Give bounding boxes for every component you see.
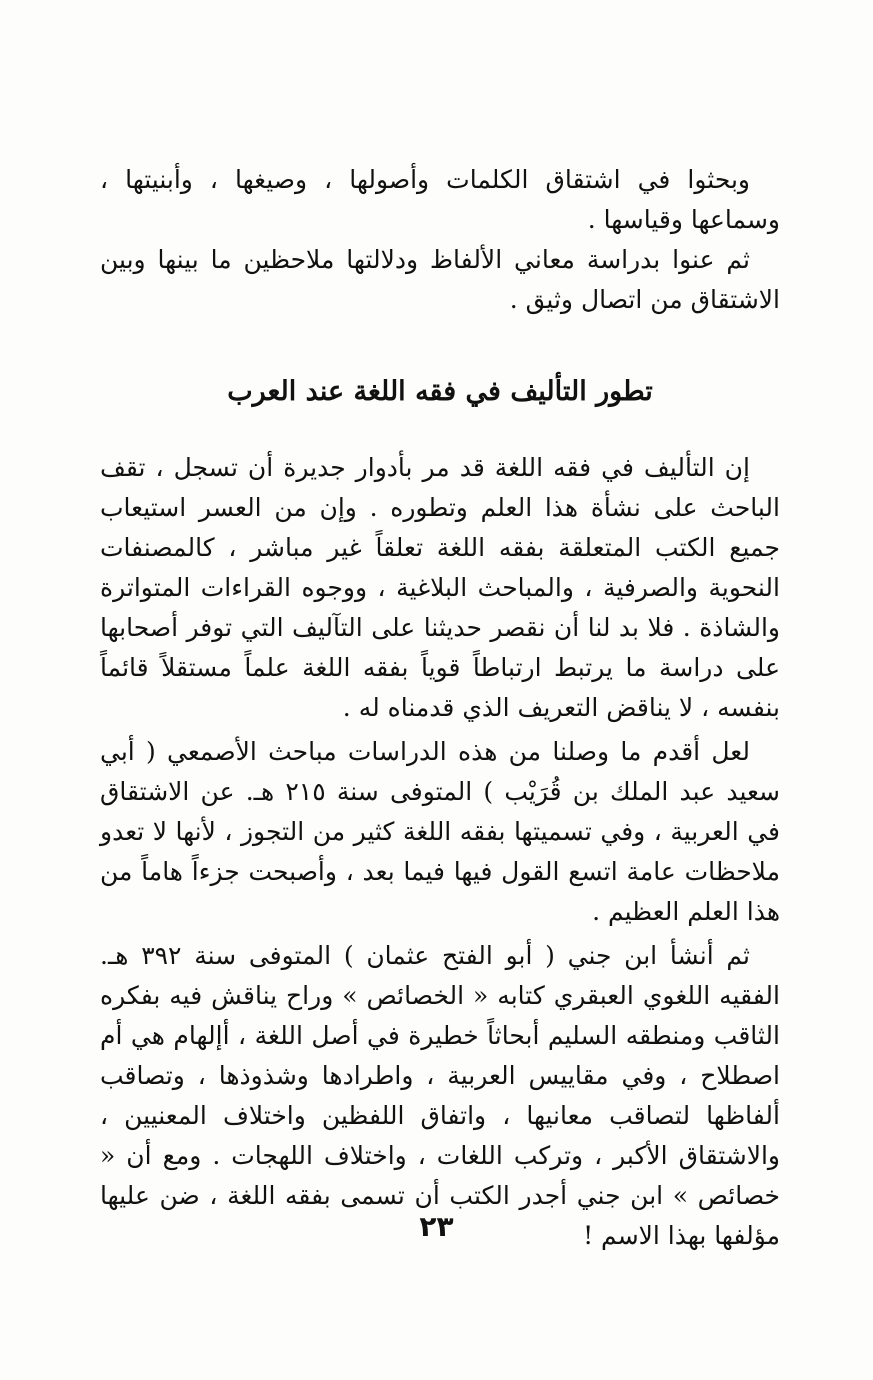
section-heading: تطور التأليف في فقه اللغة عند العرب: [227, 376, 653, 407]
intro-paragraph-1: وبحثوا في اشتقاق الكلمات وأصولها ، وصيغها ، وأبنيتها ، وسماعها وقياسها .: [100, 165, 780, 234]
intro-paragraph-2: ثم عنوا بدراسة معاني الألفاظ ودلالتها ملاحظين ما بينها وبين الاشتقاق من اتصال وثيق .: [100, 245, 780, 314]
section-paragraph-3: ثم أنشأ ابن جني ( أبو الفتح عثمان ) المتوفى سنة ٣٩٢ هـ. الفقيه اللغوي العبقري كتابه « الخصائص » وراح يناقش فيه بفكره الثاقب ومنطقه السليم أبحاثاً خطيرة في أصل اللغة ، أإلهام هي أم اصطلاح ، وفي مقاييس العربية ، واطرادها وشذوذها ، وتصاقب ألفاظها لتصاقب معانيها ، واتفاق اللفظين واختلاف المعنيين ، والاشتقاق الأكبر ، وتركب اللغات ، واختلاف اللهجات . ومع أن « خصائص » ابن جني أجدر الكتب أن تسمى بفقه اللغة ، ضن عليها مؤلفها بهذا الاسم !: [100, 941, 780, 1250]
page-body: [100, 160, 780, 1256]
section-paragraph-1: إن التأليف في فقه اللغة قد مر بأدوار جديرة أن تسجل ، تقف الباحث على نشأة هذا العلم وتطوره . وإن من العسر استيعاب جميع الكتب المتعلقة بفقه اللغة تعلقاً غير مباشر ، كالمصنفات النحوية والصرفية ، والمباحث البلاغية ، ووجوه القراءات المتواترة والشاذة . فلا بد لنا أن نقصر حديثنا على التآليف التي توفر أصحابها على دراسة ما يرتبط ارتباطاً قوياً بفقه اللغة علماً مستقلاً قائماً بنفسه ، لا يناقض التعريف الذي قدمناه له .: [100, 453, 780, 722]
page-number: ٢٣: [419, 1210, 454, 1243]
section-paragraph-2: لعل أقدم ما وصلنا من هذه الدراسات مباحث الأصمعي ( أبي سعيد عبد الملك بن قُرَيْب ) المتوفى سنة ٢١٥ هـ. عن الاشتقاق في العربية ، وفي تسميتها بفقه اللغة كثير من التجوز ، لأنها لا تعدو ملاحظات عامة اتسع القول فيها فيما بعد ، وأصبحت جزءاً هاماً من هذا العلم العظيم .: [100, 737, 780, 926]
